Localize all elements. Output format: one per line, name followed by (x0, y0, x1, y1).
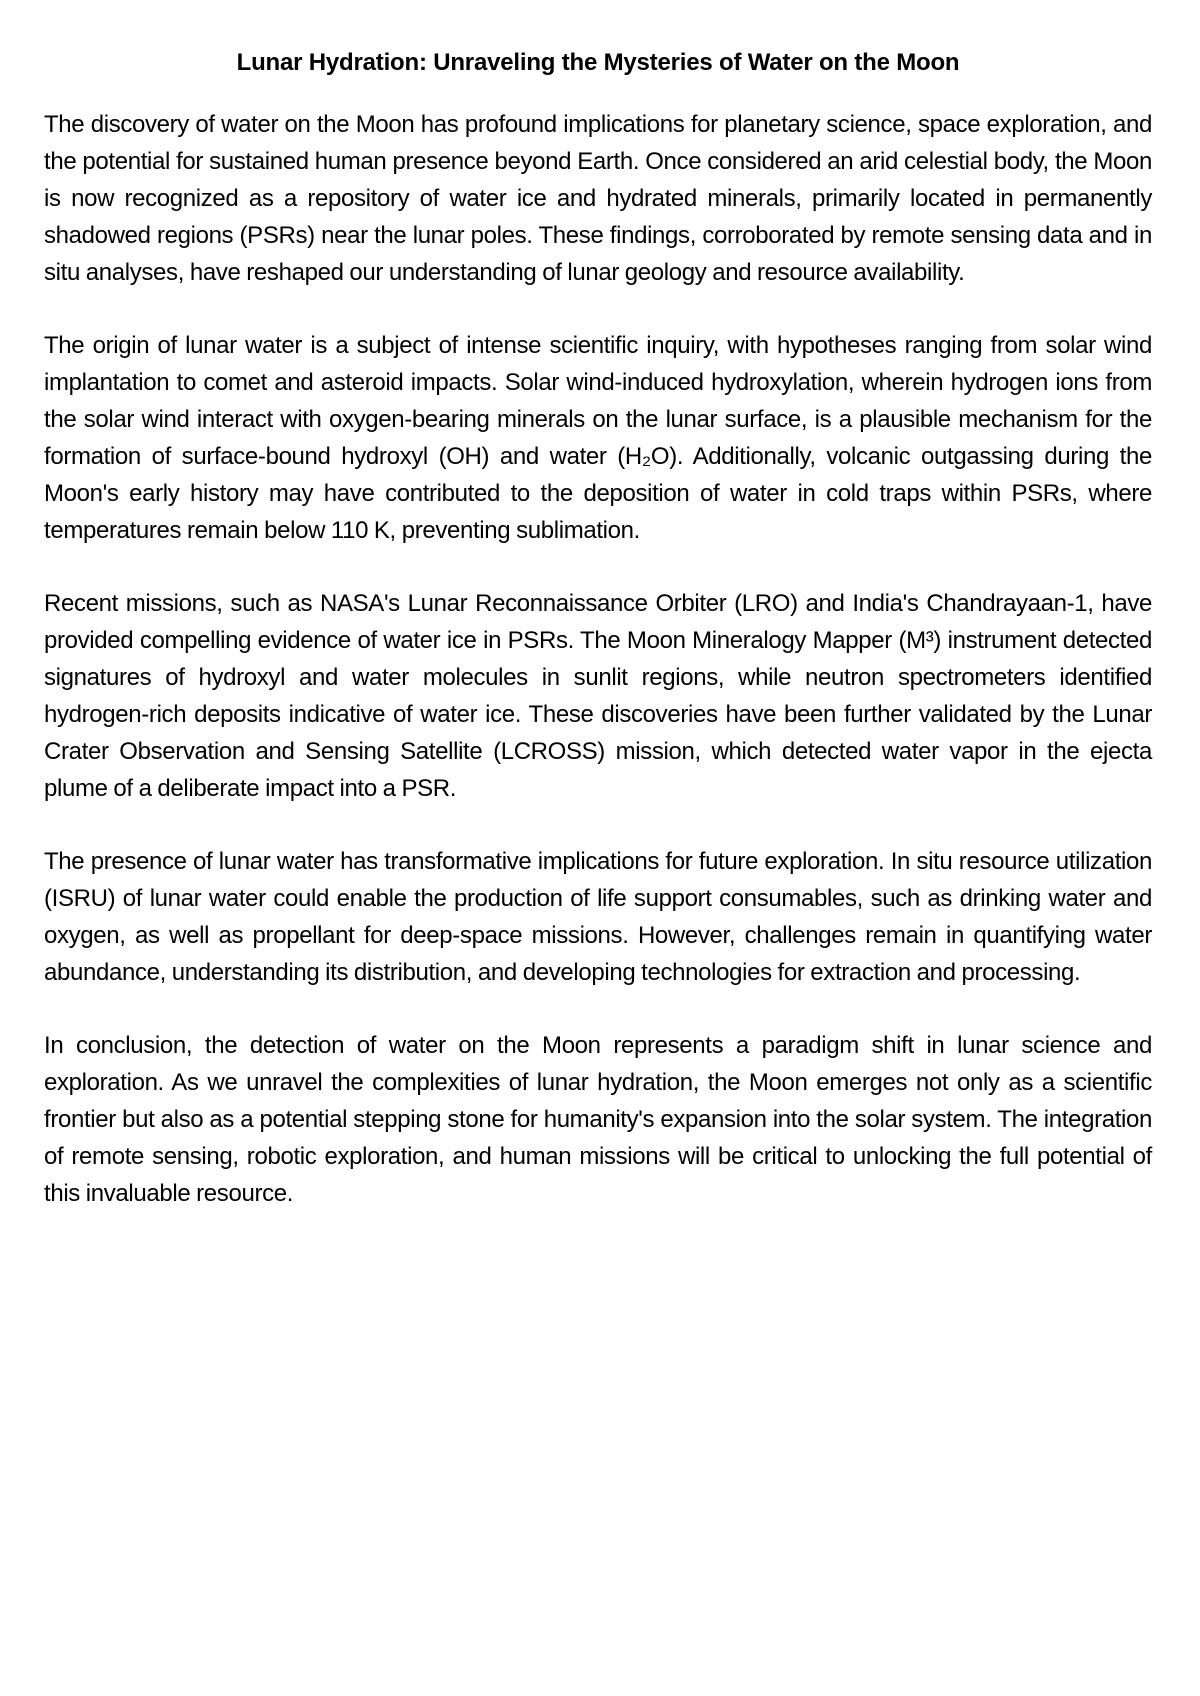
paragraph-origin: The origin of lunar water is a subject of intense scientific inquiry, with hypotheses ranging from solar wind implantation to comet and asteroid impacts. Solar wind-induced hydroxylation, wherein hydrogen ions from the solar wind interact with oxygen-bearing minerals on the lunar surface, is a plausible mechanism for the formation of surface-bound hydroxyl (OH) and water (H₂O). Additionally, volcanic outgassing during the Moon's early history may have contributed to the deposition of water in cold traps within PSRs, where temperatures remain below 110 K, preventing sublimation. (44, 332, 1152, 544)
paragraph-discovery: The discovery of water on the Moon has profound implications for planetary science, space exploration, and the potential for sustained human presence beyond Earth. Once considered an arid celestial body, the Moon is now recognized as a repository of water ice and hydrated minerals, primarily located in permanently shadowed regions (PSRs) near the lunar poles. These findings, corroborated by remote sensing data and in situ analyses, have reshaped our understanding of lunar geology and resource availability. (44, 111, 1152, 286)
paragraph-implications: The presence of lunar water has transformative implications for future exploration. In situ resource utilization (ISRU) of lunar water could enable the production of life support consumables, such as drinking water and oxygen, as well as propellant for deep-space missions. However, challenges remain in quantifying water abundance, understanding its distribution, and developing technologies for extraction and processing. (44, 848, 1152, 986)
paragraph-missions: Recent missions, such as NASA's Lunar Reconnaissance Orbiter (LRO) and India's Chandrayaan-1, have provided compelling evidence of water ice in PSRs. The Moon Mineralogy Mapper (M³) instrument detected signatures of hydroxyl and water molecules in sunlit regions, while neutron spectrometers identified hydrogen-rich deposits indicative of water ice. These discoveries have been further validated by the Lunar Crater Observation and Sensing Satellite (LCROSS) mission, which detected water vapor in the ejecta plume of a deliberate impact into a PSR. (44, 590, 1152, 802)
document-title: Lunar Hydration: Unraveling the Mysteries of Water on the Moon (236, 49, 960, 76)
document-body (44, 46, 1152, 1248)
paragraph-conclusion: In conclusion, the detection of water on the Moon represents a paradigm shift in lunar science and exploration. As we unravel the complexities of lunar hydration, the Moon emerges not only as a scientific frontier but also as a potential stepping stone for humanity's expansion into the solar system. The integration of remote sensing, robotic exploration, and human missions will be critical to unlocking the full potential of this invaluable resource. (44, 1032, 1152, 1207)
